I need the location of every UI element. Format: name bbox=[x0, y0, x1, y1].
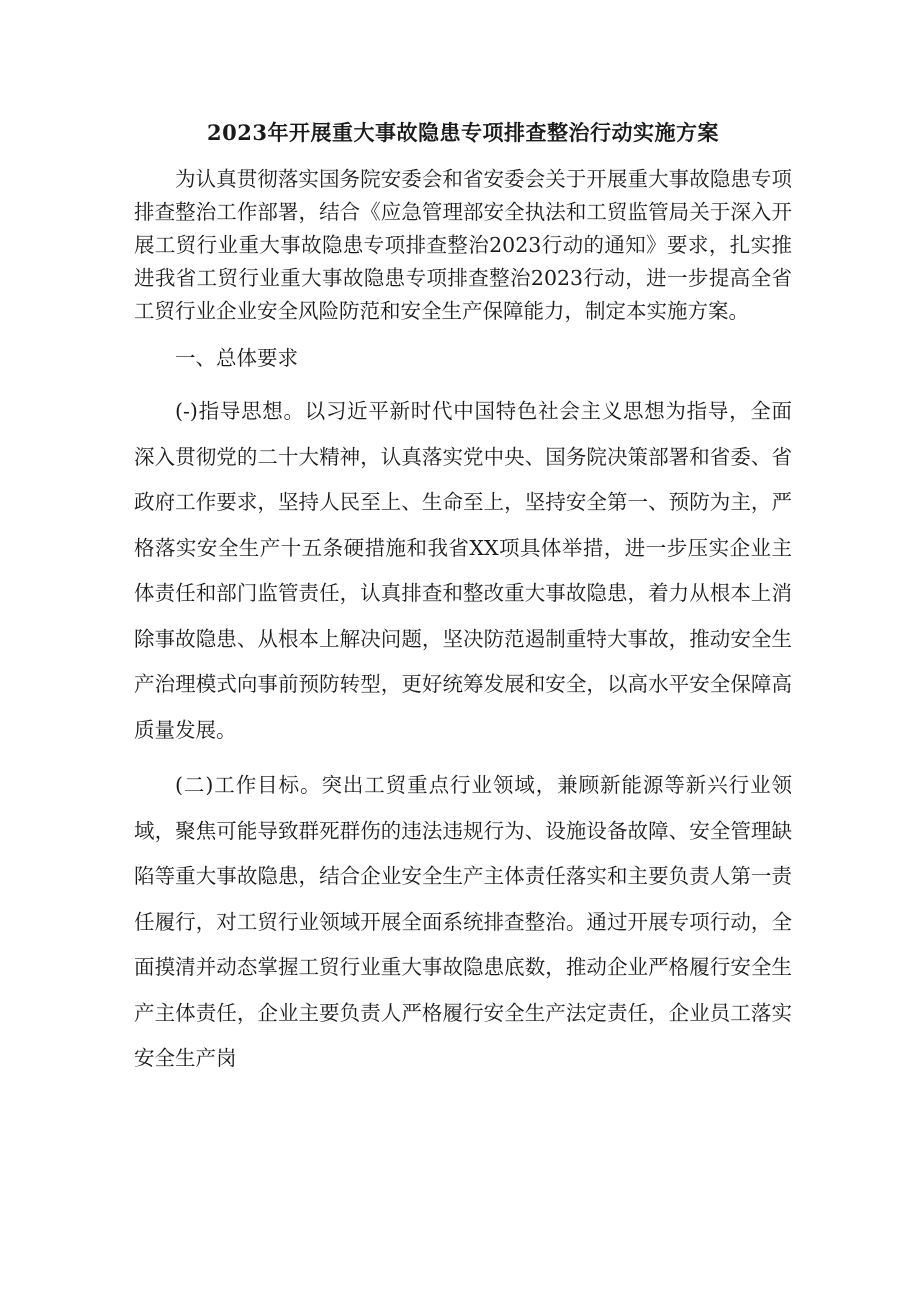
work-goals-paragraph: (二)工作目标。突出工贸重点行业领域，兼顾新能源等新兴行业领域，聚焦可能导致群死群伤的违法违规行为、设施设备故障、安全管理缺陷等重大事故隐患，结合企业安全生产主体责任落实和主要负责人第一责任履行，对工贸行业领域开展全面系统排查整治。通过开展专项行动，全面摸清并动态掌握工贸行业重大事故隐患底数，推动企业严格履行安全生产主体责任，企业主要负责人严格履行安全生产法定责任，企业员工落实安全生产岗 bbox=[134, 773, 792, 1071]
guiding-ideology-paragraph: (-)指导思想。以习近平新时代中国特色社会主义思想为指导，全面深入贯彻党的二十大精神，认真落实党中央、国务院决策部署和省委、省政府工作要求，坚持人民至上、生命至上，坚持安全第一、预防为主，严格落实安全生产十五条硬措施和我省XX项具体举措，进一步压实企业主体责任和部门监管责任，认真排查和整改重大事故隐患，着力从根本上消除事故隐患、从根本上解决问题，坚决防范遏制重特大事故，推动安全生产治理模式向事前预防转型，更好统筹发展和安全，以高水平安全保障高质量发展。 bbox=[134, 399, 792, 742]
document-page bbox=[134, 118, 792, 1092]
intro-paragraph: 为认真贯彻落实国务院安委会和省安委会关于开展重大事故隐患专项排查整治工作部署，结合《应急管理部安全执法和工贸监管局关于深入开展工贸行业重大事故隐患专项排查整治2023行动的通知》要求，扎实推进我省工贸行业重大事故隐患专项排查整治2023行动，进一步提高全省工贸行业企业安全风险防范和安全生产保障能力，制定本实施方案。 bbox=[134, 167, 792, 324]
section-heading-general-requirements: 一、总体要求 bbox=[175, 346, 298, 371]
document-title: 2023年开展重大事故隐患专项排查整治行动实施方案 bbox=[207, 120, 719, 145]
